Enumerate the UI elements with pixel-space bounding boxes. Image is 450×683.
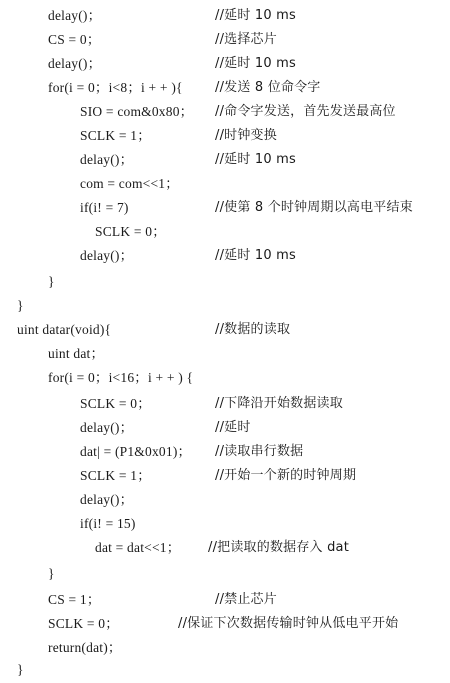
code-text: delay()； (80, 492, 134, 507)
code-text: uint datar(void){ (17, 322, 112, 337)
code-comment: //下降沿开始数据读取 (215, 396, 343, 411)
code-text: SCLK = 1； (80, 128, 151, 143)
code-line (0, 294, 450, 318)
code-line (0, 28, 450, 52)
code-comment: //选择芯片 (215, 32, 277, 47)
code-text: if(i! = 15) (80, 516, 136, 531)
code-comment: //延时 10 ms (215, 8, 297, 23)
code-text: } (17, 662, 24, 677)
code-text: delay()； (80, 420, 134, 435)
code-line (0, 172, 450, 196)
code-text: CS = 1； (48, 592, 101, 607)
code-text: SCLK = 0； (95, 224, 166, 239)
code-line (0, 416, 450, 440)
code-line (0, 196, 450, 220)
code-line (0, 366, 450, 390)
code-text: delay()； (80, 248, 134, 263)
code-line (0, 512, 450, 536)
code-line (0, 4, 450, 28)
code-comment: //使第 8 个时钟周期以高电平结束 (215, 200, 413, 215)
code-comment: //延时 10 ms (215, 56, 297, 71)
code-line (0, 148, 450, 172)
code-line (0, 52, 450, 76)
code-line (0, 562, 450, 586)
code-text: return(dat)； (48, 640, 122, 655)
code-text: if(i! = 7) (80, 200, 129, 215)
code-comment: //把读取的数据存入 dat (208, 540, 350, 555)
code-text: uint dat； (48, 346, 105, 361)
code-text: dat| = (P1&0x01)； (80, 444, 192, 459)
code-line (0, 220, 450, 244)
code-line (0, 464, 450, 488)
code-text: } (17, 298, 24, 313)
code-text: dat = dat<<1； (95, 540, 181, 555)
code-comment: //命令字发送，首先发送最高位 (215, 104, 396, 119)
code-line (0, 342, 450, 366)
code-text: delay()； (48, 56, 102, 71)
code-line (0, 124, 450, 148)
code-line (0, 100, 450, 124)
code-text: SCLK = 1； (80, 468, 151, 483)
code-comment: //延时 (215, 420, 251, 435)
code-line (0, 658, 450, 682)
code-text: com = com<<1； (80, 176, 179, 191)
code-line (0, 76, 450, 100)
code-line (0, 270, 450, 294)
code-text: SCLK = 0； (80, 396, 151, 411)
code-line (0, 440, 450, 464)
code-text: SCLK = 0； (48, 616, 119, 631)
code-text: CS = 0； (48, 32, 101, 47)
code-comment: //延时 10 ms (215, 152, 297, 167)
code-comment: //禁止芯片 (215, 592, 277, 607)
code-comment: //发送 8 位命令字 (215, 80, 321, 95)
code-line (0, 612, 450, 636)
code-text: for(i = 0；i<16；i + + ) { (48, 370, 194, 385)
code-comment: //延时 10 ms (215, 248, 297, 263)
code-comment: //读取串行数据 (215, 444, 304, 459)
code-comment: //数据的读取 (215, 322, 291, 337)
code-line (0, 392, 450, 416)
code-line (0, 636, 450, 660)
code-line (0, 488, 450, 512)
code-line (0, 588, 450, 612)
code-line (0, 536, 450, 560)
code-comment: //开始一个新的时钟周期 (215, 468, 357, 483)
code-text: } (48, 274, 55, 289)
code-line (0, 244, 450, 268)
code-line (0, 318, 450, 342)
code-text: } (48, 566, 55, 581)
code-text: delay()； (80, 152, 134, 167)
code-comment: //时钟变换 (215, 128, 277, 143)
code-text: for(i = 0；i<8；i + + ){ (48, 80, 183, 95)
code-text: delay()； (48, 8, 102, 23)
code-text: SIO = com&0x80； (80, 104, 194, 119)
code-comment: //保证下次数据传输时钟从低电平开始 (178, 616, 399, 631)
